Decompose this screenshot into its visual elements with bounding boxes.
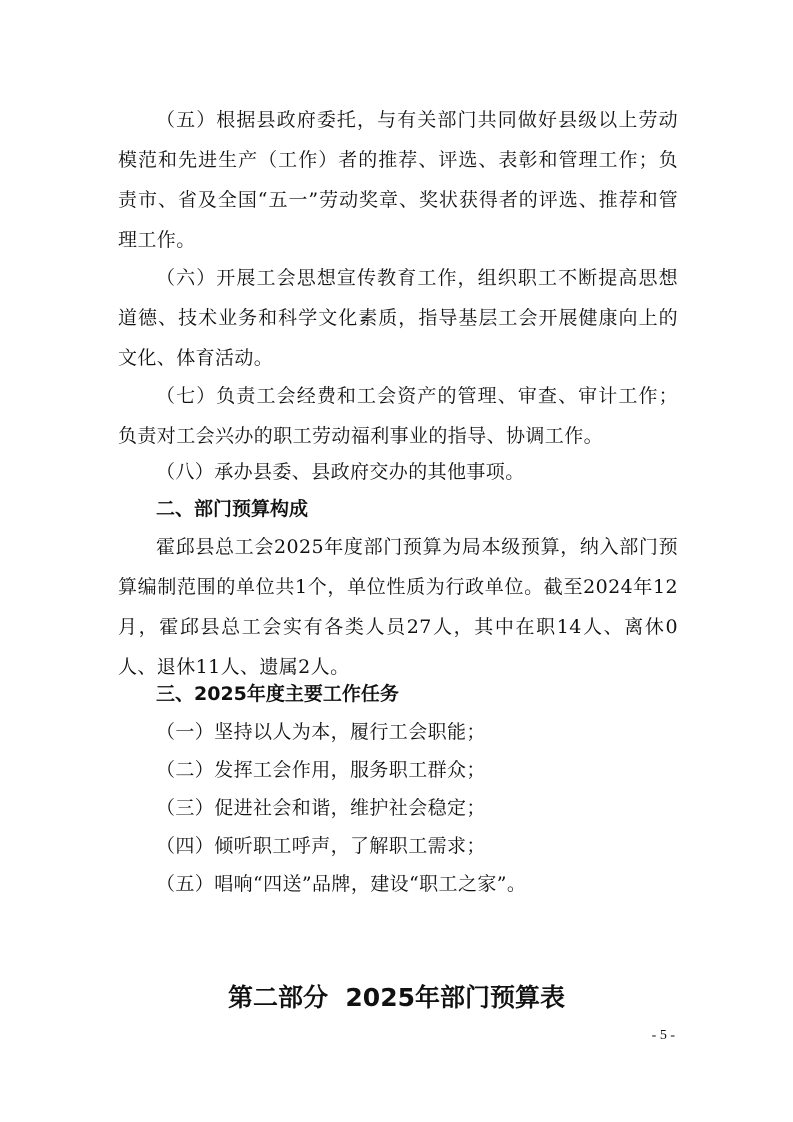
task-item: （五）唱响“四送”品牌，建设“职工之家”。 (156, 873, 527, 895)
section-2-heading: 二、部门预算构成 (156, 498, 309, 520)
section-3-heading: 三、2025年度主要工作任务 (156, 683, 399, 705)
task-item: （三）促进社会和谐，维护社会稳定； (156, 797, 486, 819)
paragraph-6: （六）开展工会思想宣传教育工作，组织职工不断提高思想道德、技术业务和科学文化素质，指导基层工会开展健康向上的文化、体育活动。 (118, 267, 678, 369)
paragraph-7: （七）负责工会经费和工会资产的管理、审查、审计工作；负责对工会兴办的职工劳动福利事业的指导、协调工作。 (118, 385, 678, 447)
part-title: 第二部分 2025年部门预算表 (228, 983, 565, 1012)
paragraph-5: （五）根据县政府委托，与有关部门共同做好县级以上劳动模范和先进生产（工作）者的推荐、评选、表彰和管理工作；负责市、省及全国“五一”劳动奖章、奖状获得者的评选、推荐和管理工作。 (118, 109, 678, 251)
section-2-body: 霍邱县总工会2025年度部门预算为局本级预算，纳入部门预算编制范围的单位共1个，单位性质为行政单位。截至2024年12月，霍邱县总工会实有各类人员27人，其中在职14人、离休0人、退休11人、遗属2人。 (118, 536, 678, 678)
task-item: （四）倾听职工呼声，了解职工需求； (156, 835, 486, 857)
paragraph-8: （八）承办县委、县政府交办的其他事项。 (156, 461, 525, 483)
task-item: （二）发挥工会作用，服务职工群众； (156, 759, 486, 781)
page-number: - 5 - (651, 1028, 675, 1043)
task-item: （一）坚持以人为本，履行工会职能； (156, 721, 486, 743)
